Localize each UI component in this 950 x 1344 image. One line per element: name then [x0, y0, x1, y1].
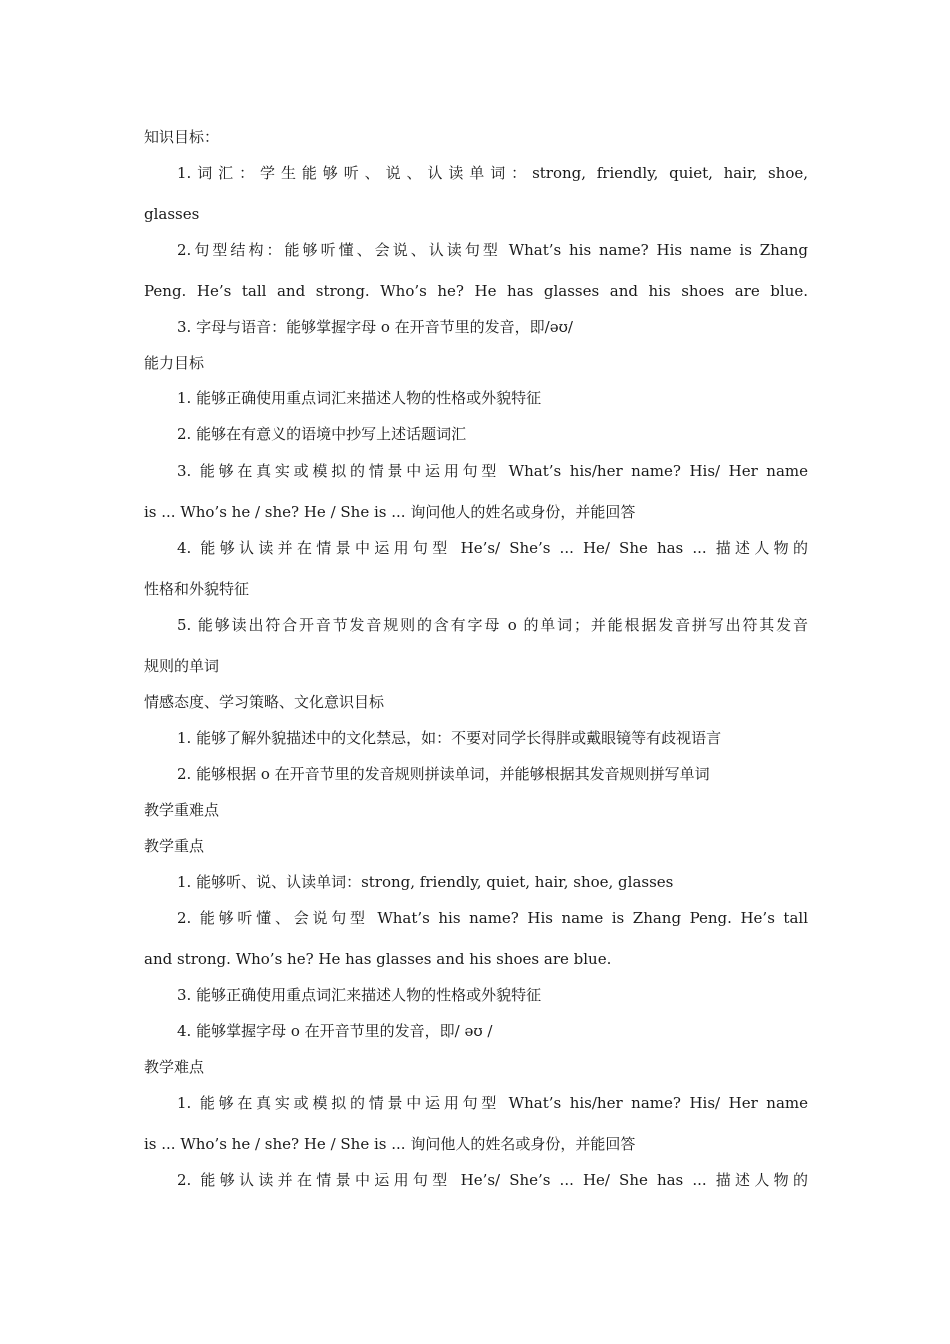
key-item-2: 2. 能够听懂、会说句型 What’s his name? His name is Zhang Peng. He’s tall — [177, 909, 808, 927]
key-item-4: 4. 能够掌握字母 o 在开音节里的发音，即/ əʊ / — [177, 1022, 493, 1040]
key-points-heading: 教学重点 — [144, 837, 205, 855]
emotion-goals-heading: 情感态度、学习策略、文化意识目标 — [144, 693, 385, 711]
knowledge-item-2-cont: Peng. He’s tall and strong. Who’s he? He has glasses and his shoes are blue. — [144, 282, 808, 300]
key-item-1: 1. 能够听、说、认读单词：strong, friendly, quiet, hair, shoe, glasses — [177, 873, 674, 891]
emotion-item-2: 2. 能够根据 o 在开音节里的发音规则拼读单词，并能够根据其发音规则拼写单词 — [177, 765, 710, 783]
focus-title: 教学重难点 — [144, 801, 220, 819]
ability-item-2: 2. 能够在有意义的语境中抄写上述话题词汇 — [177, 425, 467, 443]
ability-item-4-cont: 性格和外貌特征 — [144, 580, 250, 598]
ability-goals-heading: 能力目标 — [144, 354, 205, 372]
ability-item-5: 5. 能够读出符合开音节发音规则的含有字母 o 的单词；并能根据发音拼写出符其发音 — [177, 616, 808, 634]
ability-item-5-cont: 规则的单词 — [144, 657, 220, 675]
difficult-item-2: 2. 能够认读并在情景中运用句型 He’s/ She’s ... He/ She has ... 描述人物的 — [177, 1171, 808, 1189]
key-item-3: 3. 能够正确使用重点词汇来描述人物的性格或外貌特征 — [177, 986, 542, 1004]
ability-item-1: 1. 能够正确使用重点词汇来描述人物的性格或外貌特征 — [177, 389, 542, 407]
difficult-points-heading: 教学难点 — [144, 1058, 205, 1076]
difficult-item-1: 1. 能够在真实或模拟的情景中运用句型 What’s his/her name? His/ Her name — [177, 1094, 808, 1112]
key-item-2-cont: and strong. Who’s he? He has glasses and his shoes are blue. — [144, 950, 612, 968]
knowledge-item-1-cont: glasses — [144, 205, 200, 223]
emotion-item-1: 1. 能够了解外貌描述中的文化禁忌，如：不要对同学长得胖或戴眼镜等有歧视语言 — [177, 729, 722, 747]
ability-item-4: 4. 能够认读并在情景中运用句型 He’s/ She’s ... He/ She has ... 描述人物的 — [177, 539, 808, 557]
ability-item-3: 3. 能够在真实或模拟的情景中运用句型 What’s his/her name? His/ Her name — [177, 462, 808, 480]
knowledge-item-3: 3. 字母与语音：能够掌握字母 o 在开音节里的发音，即/əʊ/ — [177, 318, 573, 336]
knowledge-item-2: 2.句型结构：能够听懂、会说、认读句型 What’s his name? His name is Zhang — [177, 241, 808, 259]
ability-item-3-cont: is ... Who’s he / she? He / She is ... 询问他人的姓名或身份，并能回答 — [144, 503, 636, 521]
knowledge-goals-heading: 知识目标： — [144, 128, 220, 146]
knowledge-item-1: 1.词汇：学生能够听、说、认读单词：strong, friendly, quiet, hair, shoe, — [177, 164, 808, 182]
difficult-item-1-cont: is ... Who’s he / she? He / She is ... 询问他人的姓名或身份，并能回答 — [144, 1135, 636, 1153]
